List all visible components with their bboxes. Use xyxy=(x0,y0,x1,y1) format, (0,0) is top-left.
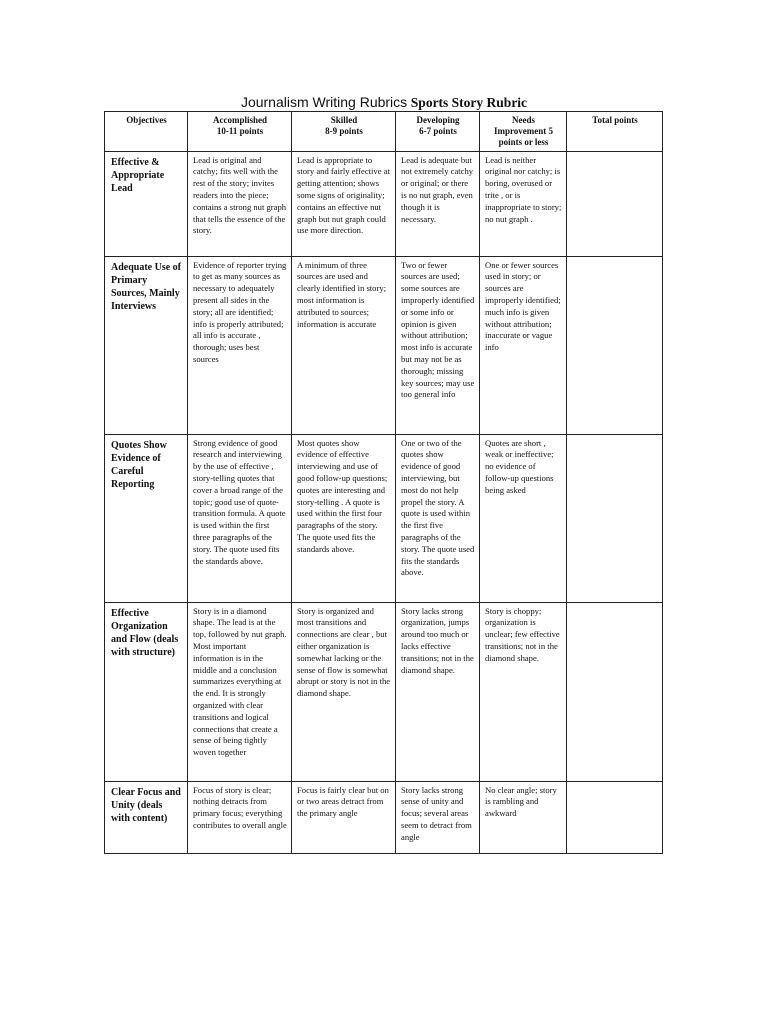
total-points-cell xyxy=(567,602,663,781)
accomplished-cell: Lead is original and catchy; fits well with the rest of the story; invites readers into the piece; contains a strong nut graph that tells the essence of the story. xyxy=(188,151,292,256)
header-accomplished: Accomplished 10-11 points xyxy=(188,112,292,152)
page-title xyxy=(0,92,768,113)
title-sub: Sports Story Rubric xyxy=(410,95,528,110)
skilled-cell: Lead is appropriate to story and fairly effective at getting attention; shows some signs of originality; contains an effective nut graph but nut graph could use more direction. xyxy=(292,151,396,256)
accomplished-cell: Story is in a diamond shape. The lead is at the top, followed by nut graph. Most important information is in the middle and a conclusion summarizes everything at the end. It is strongly organized with clear transitions and logical connections that create a sense of being tightly woven together xyxy=(188,602,292,781)
accomplished-cell: Evidence of reporter trying to get as many sources as necessary to adequately present all sides in the story; all are identified; info is properly attributed; all info is accurate , thorough; uses best sources xyxy=(188,256,292,434)
header-skilled: Skilled 8-9 points xyxy=(292,112,396,152)
skilled-cell: Focus is fairly clear but on or two areas detract from the primary angle xyxy=(292,781,396,853)
header-needs-improvement: Needs Improvement 5 points or less xyxy=(480,112,567,152)
table-row xyxy=(105,256,663,434)
skilled-cell: Most quotes show evidence of effective interviewing and use of good follow-up questions; quotes are interesting and story-telling . A quote is used within the first four paragraphs of the story. The quote used fits the standards above. xyxy=(292,434,396,602)
needs-improvement-cell: Quotes are short , weak or ineffective; no evidence of follow-up questions being asked xyxy=(480,434,567,602)
objective-cell: Clear Focus and Unity (deals with content) xyxy=(105,781,188,853)
accomplished-cell: Focus of story is clear; nothing detracts from primary focus; everything contributes to overall angle xyxy=(188,781,292,853)
header-total-points: Total points xyxy=(567,112,663,152)
header-row xyxy=(105,112,663,152)
table-row xyxy=(105,602,663,781)
accomplished-cell: Strong evidence of good research and interviewing by the use of effective , story-telling quotes that cover a broad range of the topic; good use of quote-transition formula. A quote is used within the first three paragraphs of the story. The quote used fits the standards above. xyxy=(188,434,292,602)
table-row xyxy=(105,434,663,602)
needs-improvement-cell: No clear angle; story is rambling and awkward xyxy=(480,781,567,853)
objective-cell: Quotes Show Evidence of Careful Reporting xyxy=(105,434,188,602)
objective-cell: Effective Organization and Flow (deals with structure) xyxy=(105,602,188,781)
table-row xyxy=(105,781,663,853)
developing-cell: Story lacks strong organization, jumps around too much or lacks effective transitions; not in the diamond shape. xyxy=(396,602,480,781)
objective-cell: Adequate Use of Primary Sources, Mainly Interviews xyxy=(105,256,188,434)
needs-improvement-cell: Lead is neither original nor catchy; is boring, overused or trite , or is inappropriate to story; no nut graph . xyxy=(480,151,567,256)
developing-cell: Lead is adequate but not extremely catchy or original; or there is no nut graph, even though it is necessary. xyxy=(396,151,480,256)
rubric-table xyxy=(104,111,663,854)
needs-improvement-cell: Story is choppy; organization is unclear; few effective transitions; not in the diamond shape. xyxy=(480,602,567,781)
developing-cell: Two or fewer sources are used; some sources are improperly identified or some info or opinion is given without attribution; most info is accurate but may not be as thorough; missing key sources; may use too general info xyxy=(396,256,480,434)
header-developing: Developing 6-7 points xyxy=(396,112,480,152)
developing-cell: Story lacks strong sense of unity and focus; several areas seem to detract from angle xyxy=(396,781,480,853)
title-main: Journalism Writing Rubrics xyxy=(240,94,408,110)
skilled-cell: A minimum of three sources are used and clearly identified in story; most information is attributed to sources; information is accurate xyxy=(292,256,396,434)
total-points-cell xyxy=(567,434,663,602)
developing-cell: One or two of the quotes show evidence of good interviewing, but most do not help propel the story. A quote is used within the first five paragraphs of the story. The quote used fits the standards above. xyxy=(396,434,480,602)
header-objectives: Objectives xyxy=(105,112,188,152)
skilled-cell: Story is organized and most transitions and connections are clear , but either organization is somewhat lacking or the sense of flow is somewhat abrupt or story is not in the diamond shape. xyxy=(292,602,396,781)
total-points-cell xyxy=(567,256,663,434)
total-points-cell xyxy=(567,151,663,256)
table-row xyxy=(105,151,663,256)
total-points-cell xyxy=(567,781,663,853)
objective-cell: Effective & Appropriate Lead xyxy=(105,151,188,256)
needs-improvement-cell: One or fewer sources used in story; or sources are improperly identified; much info is given without attribution; inaccurate or vague info xyxy=(480,256,567,434)
